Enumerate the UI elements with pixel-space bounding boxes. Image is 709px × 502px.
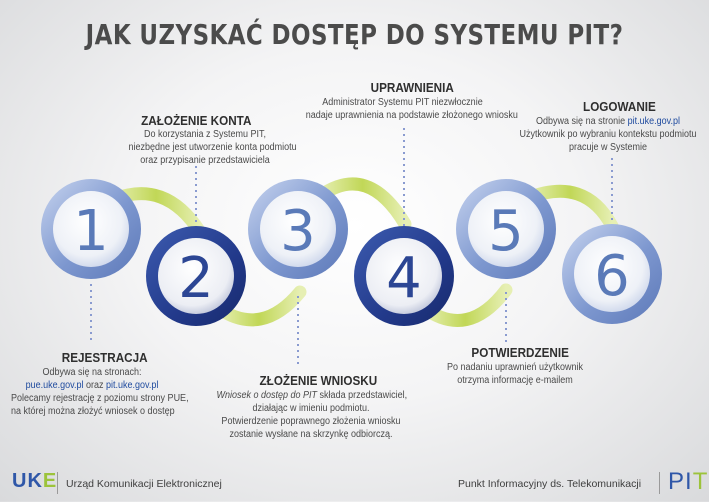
circle-3 xyxy=(248,179,348,279)
step-5-label: POTWIERDZENIE xyxy=(471,345,569,360)
step-3-label: ZŁOŻENIE WNIOSKU xyxy=(259,373,378,388)
circle-6 xyxy=(562,224,662,324)
step-6-number: 6 xyxy=(594,244,630,309)
pit-link-logowanie[interactable]: pit.uke.gov.pl xyxy=(627,116,680,127)
footer-separator-left xyxy=(57,472,58,494)
circle-2 xyxy=(146,226,246,326)
step-4-number: 4 xyxy=(386,246,422,311)
step-2-description: Do korzystania z Systemu PIT, niezbędne jest utworzenie konta podmiotu oraz przypisanie przedstawiciela xyxy=(128,129,297,166)
step-1-label: REJESTRACJA xyxy=(61,350,148,365)
footer-right-text: Punkt Informacyjny ds. Telekomunikacji xyxy=(458,478,642,490)
circle-5 xyxy=(456,179,556,279)
step-4-description: Administrator Systemu PIT niezwłocznie nadaje uprawnienia na podstawie złożonego wniosku xyxy=(305,97,518,121)
step-6-label: LOGOWANIE xyxy=(583,99,656,114)
pit-logo: PIT xyxy=(668,468,709,495)
pit-link-rejestracja[interactable]: pit.uke.gov.pl xyxy=(106,380,159,391)
step-2-label: ZAŁOŻENIE KONTA xyxy=(141,113,252,128)
step-4-label: UPRAWNIENIA xyxy=(370,80,454,95)
step-1-number: 1 xyxy=(73,199,109,264)
step-5-number: 5 xyxy=(488,199,524,264)
footer-left-text: Urząd Komunikacji Elektronicznej xyxy=(66,478,222,490)
step-3-number: 3 xyxy=(280,199,316,264)
pue-link[interactable]: pue.uke.gov.pl xyxy=(25,380,84,391)
page-title: JAK UZYSKAĆ DOSTĘP DO SYSTEMU PIT? xyxy=(85,18,624,51)
step-3-description: Wniosek o dostęp do PIT składa przedstawiciel, działając w imieniu podmiotu. Potwierdzenie poprawnego złożenia wniosku zostanie wysłane na skrzynkę odbiorczą. xyxy=(216,390,408,440)
uke-logo: UKE xyxy=(12,470,58,492)
circle-4 xyxy=(354,226,454,326)
step-5-description: Po nadaniu uprawnień użytkownik otrzyma informację e-mailem xyxy=(446,362,584,386)
circle-1 xyxy=(41,179,141,279)
footer-separator-right xyxy=(659,472,660,494)
step-1-description: Odbywa się na stronach: pue.uke.gov.pl oraz pit.uke.gov.pl Polecamy rejestrację z poziomu strony PUE, na której można złożyć wniosek o dostęp xyxy=(11,367,189,417)
step-6-description: Odbywa się na stronie pit.uke.gov.pl Użytkownik po wybraniu kontekstu podmiotu pracuje w Systemie xyxy=(519,116,697,153)
step-2-number: 2 xyxy=(178,246,214,311)
